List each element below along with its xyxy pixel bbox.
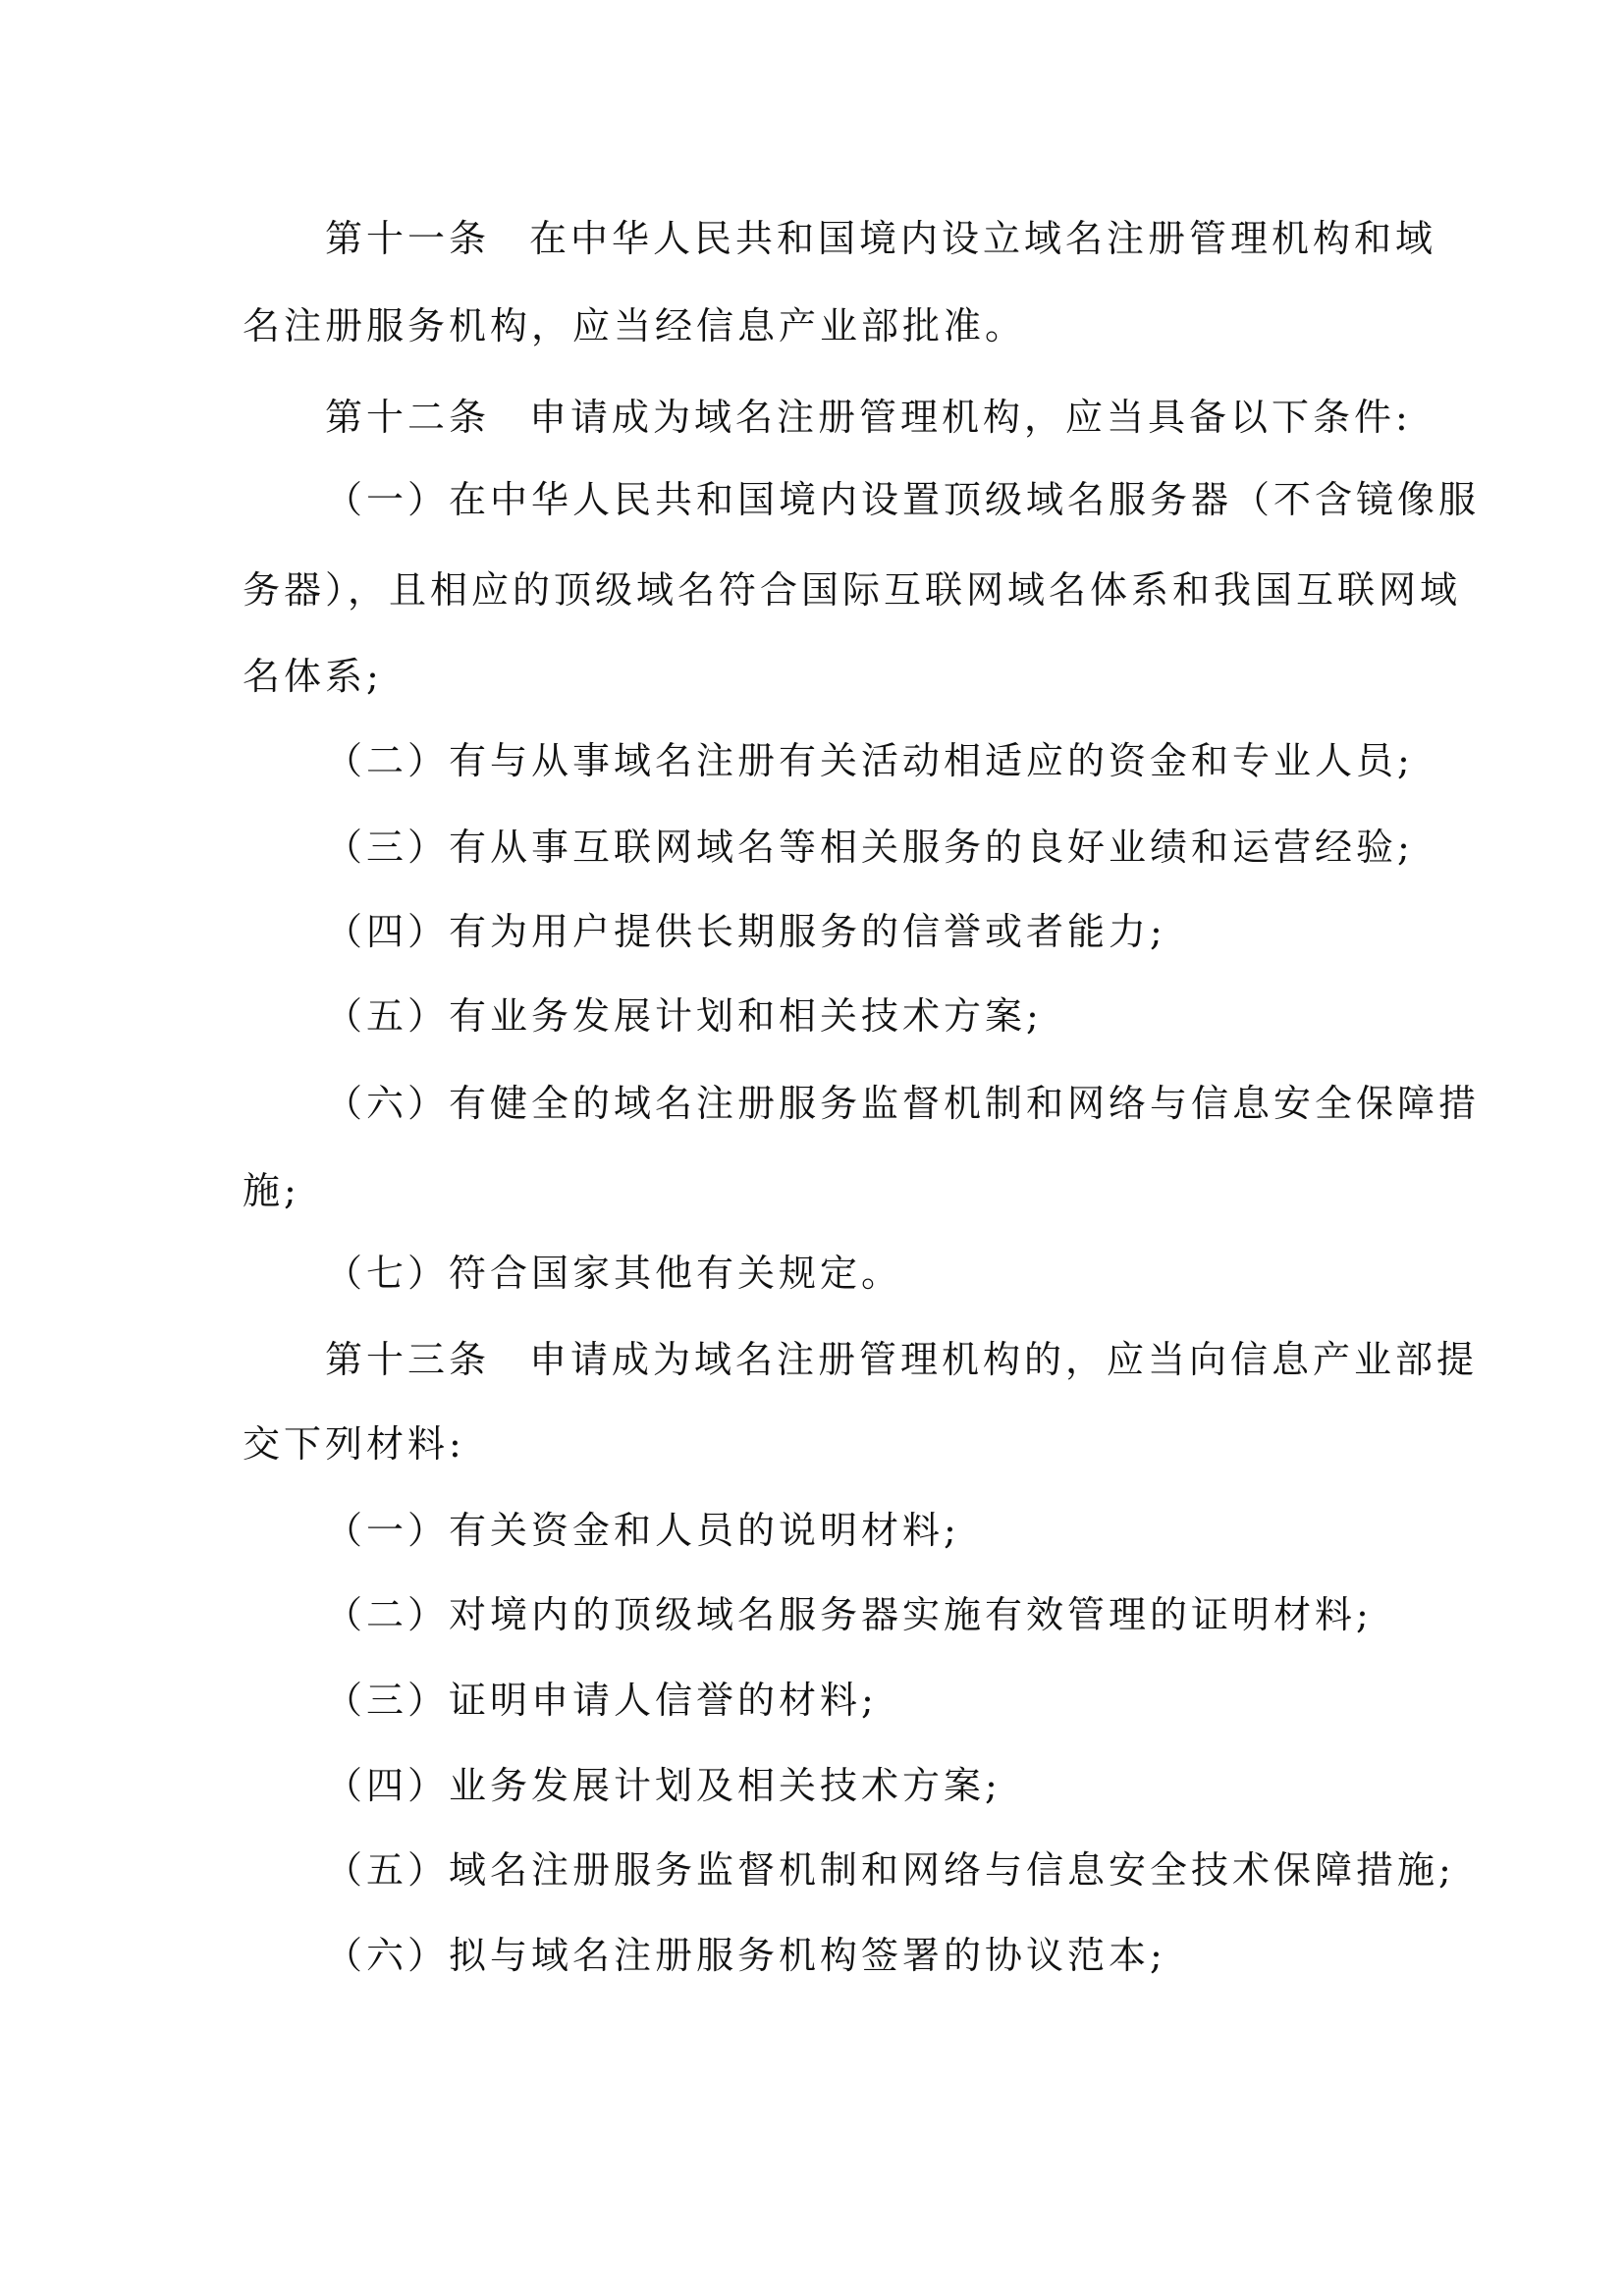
article-13-item-6: （六）拟与域名注册服务机构签署的协议范本; [325,1934,1166,1977]
article-12-text: 申请成为域名注册管理机构，应当具备以下条件: [529,396,1412,439]
article-11-text: 在中华人民共和国境内设立域名注册管理机构和域 [529,217,1437,260]
article-12-item-2: （二）有与从事域名注册有关活动相适应的资金和专业人员; [325,739,1414,782]
article-13-text: 申请成为域名注册管理机构的，应当向信息产业部提 [529,1338,1479,1381]
article-12-number: 第十二条 [325,396,491,439]
article-12-item-3: （三）有从事互联网域名等相关服务的良好业绩和运营经验; [325,826,1414,869]
article-11-number: 第十一条 [325,217,491,260]
article-13-line-2: 交下列材料: [243,1422,465,1466]
article-13-item-5: （五）域名注册服务监督机制和网络与信息安全技术保障措施; [325,1848,1455,1892]
article-13-item-1: （一）有关资金和人员的说明材料; [325,1509,960,1552]
article-13-number: 第十三条 [325,1338,491,1381]
article-13-item-3: （三）证明申请人信誉的材料; [325,1679,878,1722]
article-12-line-1 [325,396,1412,439]
article-12-item-6-line-2: 施; [243,1169,300,1212]
article-12-item-6-line-1: （六）有健全的域名注册服务监督机制和网络与信息安全保障措 [325,1082,1481,1125]
article-11-line-1 [325,217,1437,260]
article-11-line-2: 名注册服务机构，应当经信息产业部批准。 [243,304,1027,347]
article-13-item-4: （四）业务发展计划及相关技术方案; [325,1764,1001,1807]
article-12-item-4: （四）有为用户提供长期服务的信誉或者能力; [325,910,1166,953]
article-12-item-1-line-1: （一）在中华人民共和国境内设置顶级域名服务器（不含镜像服 [325,478,1481,521]
article-13-item-2: （二）对境内的顶级域名服务器实施有效管理的证明材料; [325,1593,1373,1636]
article-12-item-7: （七）符合国家其他有关规定。 [325,1252,903,1295]
article-12-item-5: （五）有业务发展计划和相关技术方案; [325,994,1043,1038]
article-12-item-1-line-2: 务器），且相应的顶级域名符合国际互联网域名体系和我国互联网域 [243,568,1462,612]
article-12-item-1-line-3: 名体系; [243,655,383,698]
article-13-line-1 [325,1338,1479,1381]
